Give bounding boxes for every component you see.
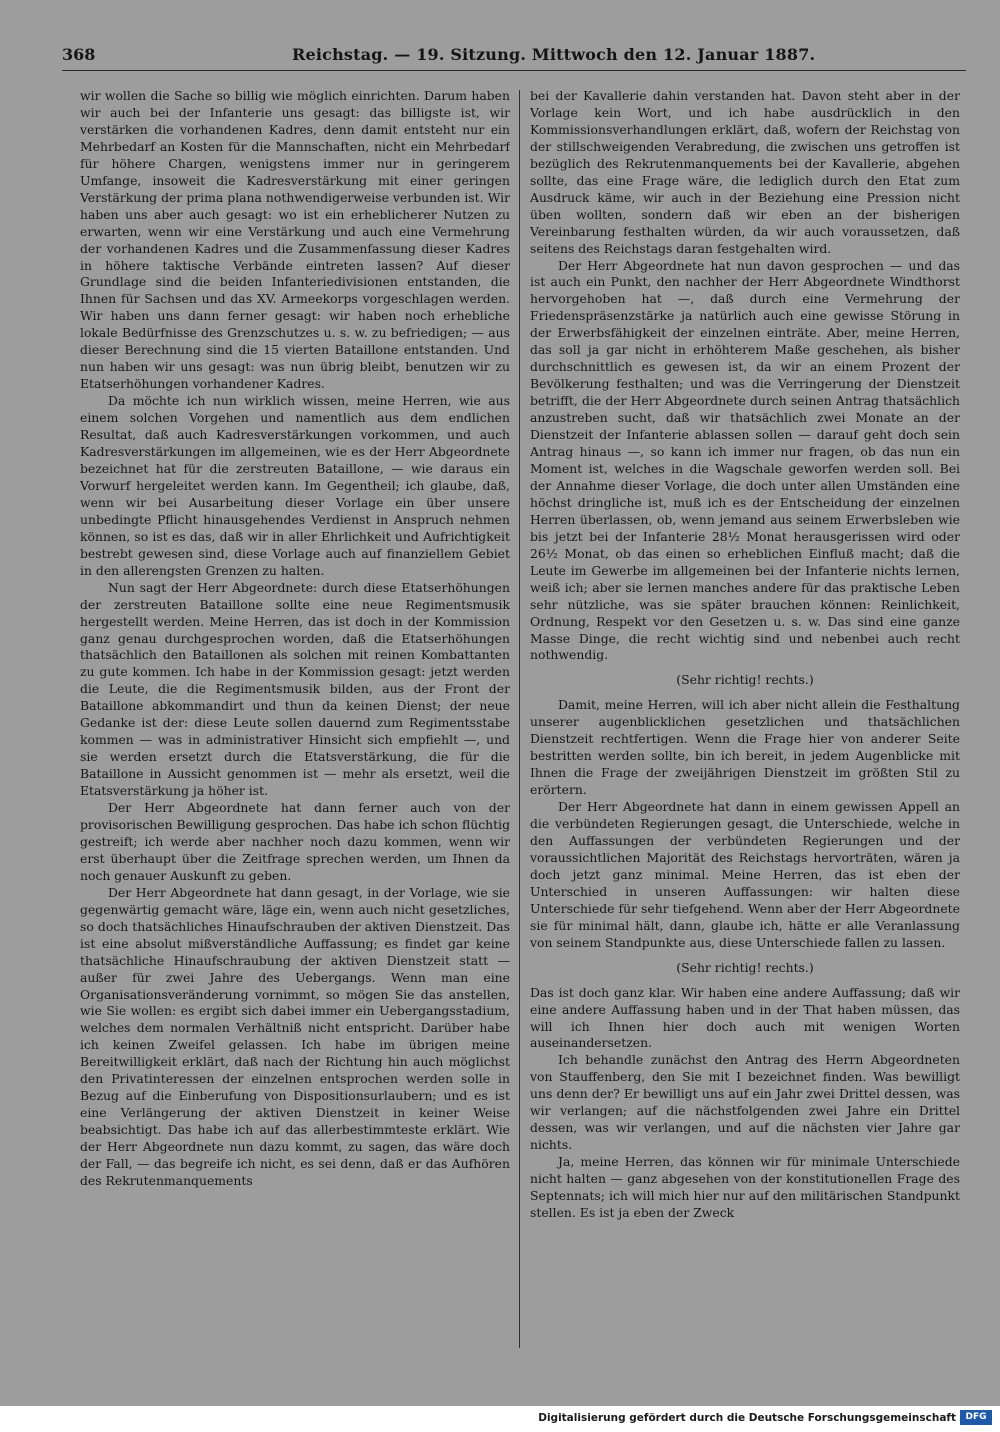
paragraph: Der Herr Abgeordnete hat dann gesagt, in der Vorlage, wie sie gegenwärtig gemacht wäre, läge ein, wenn auch nicht gesetzliches, so doch thatsächliches Hinaufschrauben der aktiven Dienstzeit. Das ist eine absolut mißverständliche Auffassung; es findet gar keine thatsächliche Hinaufschraubung der aktiven Dienstzeit statt — außer für zwei Jahre des Uebergangs. Wenn man eine Organisationsveränderung vornimmt, so mögen Sie das anstellen, wie Sie wollen: es ergibt sich dabei immer ein Uebergangsstadium, welches dem normalen Verhältniß nicht entspricht. Darüber habe ich keinen Zweifel gelassen. Ich habe im übrigen meine Bereitwilligkeit erklärt, daß nach der Richtung hin auch möglichst den Privatinteressen der einzelnen entsprochen werden solle in Bezug auf die Einberufung von Dispositionsurlaubern; und es ist eine Verlängerung der aktiven Dienstzeit in keiner Weise beabsichtigt. Das habe ich auf das allerbestimmteste erklärt. Wie der Herr Abgeordnete nun dazu kommt, zu sagen, das wäre doch der Fall, — das begreife ich nicht, es sei denn, daß er das Aufhören des Rekrutenmanquements	[80, 884, 510, 1188]
paragraph: Der Herr Abgeordnete hat dann in einem gewissen Appell an die verbündeten Regierungen gesagt, die Unterschiede, welche in den Auffassungen der verbündeten Regierungen und der voraussichtlichen Majorität des Reichstags hervorträten, wären ja doch jetzt ganz minimal. Meine Herren, das ist eben der Unterschied in unseren Auffassungen: wir halten diese Unterschiede für sehr tiefgehend. Wenn aber der Herr Abgeordnete sie für minimal hält, dann, glaube ich, hätte er alle Veranlassung von seinem Standpunkte aus, diese Unterschiede fallen zu lassen.	[530, 799, 960, 950]
paragraph: bei der Kavallerie dahin verstanden hat. Davon steht aber in der Vorlage kein Wort, und ich habe ausdrücklich in den Kommissionsverhandlungen erklärt, daß, wofern der Reichstag von der stillschweigenden Verabredung, die zwischen uns getroffen ist bezüglich des Rekrutenmanquements bei der Kavallerie, abgehen sollte, das eine Frage wäre, die lediglich durch den Etat zum Ausdruck käme, wir auch in der Beziehung eine Pression nicht üben wollten, sondern daß wir eben an der bisherigen Vereinbarung festhalten würden, da wir auch voraussetzen, daß seitens des Reichstags daran festgehalten wird.	[530, 88, 960, 256]
right-column	[530, 88, 960, 1350]
paragraph: Nun sagt der Herr Abgeordnete: durch diese Etatserhöhungen der zerstreuten Bataillone sollte eine neue Regimentsmusik hergestellt werden. Meine Herren, das ist doch in der Kommission ganz genau durchgesprochen worden, daß die Etatserhöhungen thatsächlich den Bataillonen als solchen mit reinen Kombattanten zu gute kommen. Ich habe in der Kommission gesagt: jetzt werden die Leute, die die Regimentsmusik bilden, aus der Front der Bataillone abkommandirt und thun da keinen Dienst; der neue Gedanke ist der: diese Leute sollen dauernd zum Regimentsstabe kommen — was in administrativer Hinsicht sich empfiehlt —, und sie werden ersetzt durch die Etatsverstärkung, die für die Bataillone in Aussicht genommen ist — mehr als ersetzt, weil die Etatsverstärkung ja höher ist.	[80, 579, 510, 799]
digitization-footer	[0, 1406, 1000, 1432]
paragraph: Das ist doch ganz klar. Wir haben eine andere Auffassung; daß wir eine andere Auffassung haben und in der That haben müssen, das will ich Ihnen hier doch auch mit wenigen Worten auseinandersetzen.	[530, 984, 960, 1051]
paragraph: Der Herr Abgeordnete hat dann ferner auch von der provisorischen Bewilligung gesprochen. Das habe ich schon flüchtig gestreift; ich werde aber nachher noch dazu kommen, wenn wir erst überhaupt über die Zeitfrage sprechen werden, um Ihnen da noch genauer Auskunft zu geben.	[80, 800, 510, 883]
column-divider	[519, 90, 520, 1348]
funding-credit: Digitalisierung gefördert durch die Deutsche Forschungsgemeinschaft	[538, 1412, 956, 1424]
paragraph: Ja, meine Herren, das können wir für minimale Unterschiede nicht halten — ganz abgesehen von der konstitutionellen Frage des Septennats; ich will mich hier nur auf den militärischen Standpunkt stellen. Es ist ja eben der Zweck	[530, 1154, 960, 1220]
paragraph: wir wollen die Sache so billig wie möglich einrichten. Darum haben wir auch bei der Infanterie uns gesagt: das billigste ist, wir verstärken die vorhandenen Kadres, denn damit entsteht nur ein Mehrbedarf an Kosten für die Mannschaften, nicht ein Mehrbedarf für höhere Chargen, wenigstens immer nur in geringerem Umfange, insoweit die Kadresverstärkung mit einer geringen Verstärkung der prima plana nothwendigerweise verbunden ist. Wir haben uns aber auch gesagt: wo ist ein erheblicherer Nutzen zu erwarten, wenn wir eine Verstärkung und auch eine Vermehrung der vorhandenen Kadres und die Zusammenfassung dieser Kadres in höhere taktische Verbände eintreten lassen? Auf dieser Grundlage sind die beiden Infanteriedivisionen entstanden, die Ihnen für Sachsen und das XV. Armeekorps vorgeschlagen werden. Wir haben uns dann ferner gesagt: wir haben noch erhebliche lokale Bedürfnisse des Grenzschutzes u. s. w. zu befriedigen; — aus dieser Berechnung sind die 15 vierten Bataillone entstanden. Und nun haben wir uns gesagt: was nun übrig bleibt, benutzen wir zu Etatserhöhungen vorhandener Kadres.	[80, 88, 510, 392]
interjection: (Sehr richtig! rechts.)	[676, 672, 814, 688]
paragraph: Ich behandle zunächst den Antrag des Herrn Abgeordneten von Stauffenberg, den Sie mit I bezeichnet finden. Was bewilligt uns denn der? Er bewilligt uns auf ein Jahr zwei Drittel dessen, was wir verlangen; auf die nächstfolgenden zwei Jahre ein Drittel dessen, was wir verlangen, und auf die nächsten vier Jahre gar nichts.	[530, 1052, 960, 1153]
page-number: 368	[62, 45, 96, 64]
paragraph: Der Herr Abgeordnete hat nun davon gesprochen — und das ist auch ein Punkt, den nachher der Herr Abgeordnete Windthorst hervorgehoben hat —, daß durch eine Vermehrung der Friedenspräsenzstärke ja natürlich auch eine gewisse Störung in der Erwerbsfähigkeit der einzelnen einträte. Aber, meine Herren, das soll ja gar nicht in erhöhterem Maße geschehen, als bisher durchschnittlich es gewesen ist, da wir an einem Prozent der Bevölkerung festhalten; und was die Verringerung der Dienstzeit betrifft, die der Herr Abgeordnete durch seinen Antrag thatsächlich anzustreben sucht, daß wir thatsächlich zwei Monate an der Dienstzeit der Infanterie ablassen sollen — darauf geht doch sein Antrag hinaus —, so kann ich immer nur fragen, ob das nun ein Moment ist, welches in die Wagschale geworfen werden soll. Bei der Annahme dieser Vorlage, die doch unter allen Umständen eine höchst dringliche ist, muß ich es der Entscheidung der einzelnen Herren überlassen, ob, wenn jemand aus seinem Erwerbsleben wie bis jetzt bei der Infanterie 28½ Monat herausgerissen wird oder 26½ Monat, ob das einen so erheblichen Einfluß macht; daß die Leute im Gewerbe im allgemeinen bei der Infanterie nichts lernen, weiß ich; aber sie lernen manches andere für das praktische Leben sehr nützliche, was sie später brauchen können: Reinlichkeit, Ordnung, Respekt vor den Gesetzen u. s. w. Das sind eine ganze Masse Dinge, die recht wichtig sind und nebenbei auch recht nothwendig.	[530, 257, 960, 663]
running-title: Reichstag. — 19. Sitzung. Mittwoch den 12. Januar 1887.	[292, 45, 816, 64]
page-header	[62, 40, 966, 71]
dfg-logo-icon: DFG	[960, 1410, 992, 1425]
left-column	[80, 88, 510, 1350]
paragraph: Damit, meine Herren, will ich aber nicht allein die Festhaltung unserer augenblicklichen gesetzlichen und thatsächlichen Dienstzeit rechtfertigen. Wenn die Frage hier von anderer Seite bestritten werden sollte, bin ich bereit, in jedem Augenblicke mit Ihnen die Frage der zweijährigen Dienstzeit im größten Stil zu erörtern.	[530, 697, 960, 798]
paragraph: Da möchte ich nun wirklich wissen, meine Herren, wie aus einem solchen Vorgehen und namentlich aus dem endlichen Resultat, daß auch Kadresverstärkungen vorkommen, und auch Kadresverstärkungen im allgemeinen, wie es der Herr Abgeordnete bezeichnet hat für die zerstreuten Bataillone, — wie daraus ein Vorwurf hergeleitet werden kann. Im Gegentheil; ich glaube, daß, wenn wir bei Ausarbeitung dieser Vorlage ein über unsere unbedingte Pflicht hinausgehendes Verdienst in Anspruch nehmen können, so ist es das, daß wir in aller Ehrlichkeit und Aufrichtigkeit bestrebt gewesen sind, diese Vorlage auch auf finanziellem Gebiet in den allerengsten Grenzen zu halten.	[80, 393, 510, 578]
interjection: (Sehr richtig! rechts.)	[676, 959, 814, 975]
